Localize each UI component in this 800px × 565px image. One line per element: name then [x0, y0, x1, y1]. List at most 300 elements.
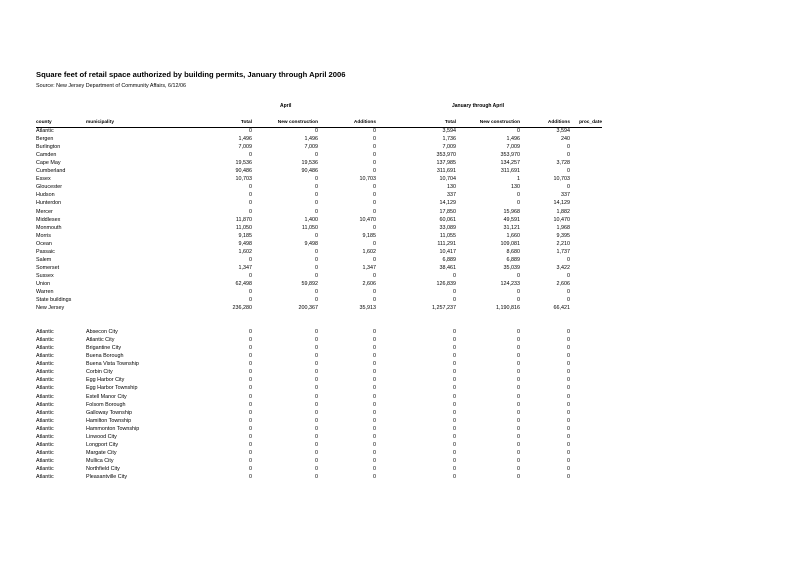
table-row [36, 376, 602, 384]
cell-april-additions: 0 [373, 433, 376, 440]
cell-proc-date [570, 167, 602, 175]
cell-april-total: 11,870 [235, 216, 252, 223]
cell-april-total: 0 [249, 329, 252, 336]
table-row [36, 191, 602, 199]
col-april-new-construction: New construction [277, 120, 318, 125]
cell-april-total: 0 [249, 393, 252, 400]
cell-april-new-construction: 0 [315, 152, 318, 159]
cell-municipality [86, 151, 186, 159]
cell-ytd-new-construction: 311,691 [500, 168, 520, 175]
cell-april-new-construction: 0 [315, 272, 318, 279]
cell-county: Somerset [36, 264, 60, 271]
cell-april-additions: 9,185 [362, 232, 376, 239]
table-row [36, 441, 602, 449]
cell-ytd-new-construction: 0 [517, 433, 520, 440]
cell-ytd-additions: 0 [567, 168, 570, 175]
cell-proc-date [570, 304, 602, 312]
cell-municipality: Egg Harbor Township [86, 385, 138, 392]
cell-ytd-total: 10,704 [439, 176, 456, 183]
cell-april-additions: 10,470 [359, 216, 376, 223]
cell-april-new-construction: 1,400 [304, 216, 318, 223]
cell-proc-date [570, 457, 602, 465]
col-april-total: Total [240, 120, 252, 125]
cell-april-new-construction: 0 [315, 385, 318, 392]
cell-april-total: 0 [249, 361, 252, 368]
table-row [36, 199, 602, 207]
cell-april-additions: 0 [373, 297, 376, 304]
cell-municipality: Hamilton Township [86, 417, 132, 424]
cell-ytd-total: 0 [453, 353, 456, 360]
table-row [36, 360, 602, 368]
cell-ytd-additions: 0 [567, 288, 570, 295]
cell-april-new-construction: 0 [315, 441, 318, 448]
cell-april-new-construction: 9,498 [304, 240, 318, 247]
cell-april-additions: 0 [373, 160, 376, 167]
table-row [36, 159, 602, 167]
table-row [36, 449, 602, 457]
cell-ytd-total: 353,970 [436, 152, 456, 159]
cell-municipality: Pleasantville City [86, 473, 128, 480]
cell-april-new-construction: 90,486 [301, 168, 318, 175]
cell-ytd-additions: 0 [567, 433, 570, 440]
cell-county: Atlantic [36, 329, 54, 336]
cell-ytd-additions: 0 [567, 425, 570, 432]
cell-proc-date [570, 191, 602, 199]
cell-ytd-new-construction: 0 [517, 409, 520, 416]
table-row [36, 280, 602, 288]
cell-municipality [86, 191, 186, 199]
cell-ytd-additions: 0 [567, 401, 570, 408]
cell-county: Atlantic [36, 409, 54, 416]
cell-ytd-additions: 0 [567, 409, 570, 416]
cell-ytd-additions: 240 [561, 136, 570, 143]
cell-april-additions: 0 [373, 425, 376, 432]
cell-ytd-new-construction: 0 [517, 192, 520, 199]
cell-municipality [86, 167, 186, 175]
cell-county: Mercer [36, 208, 53, 215]
cell-proc-date [570, 409, 602, 417]
cell-proc-date [570, 417, 602, 425]
cell-april-new-construction: 0 [315, 297, 318, 304]
cell-april-new-construction: 11,050 [301, 224, 318, 231]
cell-proc-date [570, 183, 602, 191]
cell-municipality [86, 296, 186, 304]
cell-april-additions: 0 [373, 345, 376, 352]
cell-ytd-total: 1,257,237 [432, 305, 456, 312]
col-ytd-total: Total [444, 120, 456, 125]
cell-county: Union [36, 280, 51, 287]
cell-ytd-total: 0 [453, 385, 456, 392]
cell-proc-date [570, 175, 602, 183]
cell-april-new-construction: 0 [315, 449, 318, 456]
cell-ytd-additions: 0 [567, 272, 570, 279]
cell-april-additions: 0 [373, 417, 376, 424]
cell-ytd-new-construction: 124,233 [500, 280, 520, 287]
cell-april-new-construction: 0 [315, 417, 318, 424]
cell-proc-date [570, 441, 602, 449]
cell-ytd-total: 0 [453, 401, 456, 408]
cell-april-additions: 0 [373, 385, 376, 392]
cell-april-new-construction: 0 [315, 377, 318, 384]
cell-proc-date [570, 376, 602, 384]
cell-ytd-additions: 0 [567, 417, 570, 424]
cell-proc-date [570, 127, 602, 135]
cell-april-total: 0 [249, 128, 252, 135]
table-row [36, 151, 602, 159]
cell-ytd-additions: 1,968 [556, 224, 570, 231]
cell-county: New Jersey [36, 305, 65, 312]
cell-april-additions: 0 [373, 465, 376, 472]
cell-april-total: 0 [249, 208, 252, 215]
cell-april-total: 0 [249, 433, 252, 440]
cell-municipality: Margate City [86, 449, 117, 456]
cell-municipality: Egg Harbor City [86, 377, 125, 384]
page-title: Square feet of retail space authorized by building permits, January through April 2006 [36, 70, 346, 79]
cell-ytd-additions: 0 [567, 353, 570, 360]
col-municipality: municipality [86, 120, 114, 125]
cell-county: Atlantic [36, 369, 54, 376]
cell-april-additions: 0 [373, 240, 376, 247]
cell-county: Atlantic [36, 385, 54, 392]
cell-april-additions: 0 [373, 369, 376, 376]
cell-april-new-construction: 1,496 [304, 136, 318, 143]
cell-ytd-total: 111,291 [437, 240, 456, 247]
cell-april-new-construction: 59,892 [301, 280, 318, 287]
cell-county: Atlantic [36, 449, 54, 456]
cell-april-new-construction: 0 [315, 248, 318, 255]
cell-ytd-additions: 0 [567, 377, 570, 384]
cell-april-new-construction: 0 [315, 256, 318, 263]
cell-county: Camden [36, 152, 57, 159]
table-row [36, 401, 602, 409]
cell-ytd-new-construction: 1,660 [506, 232, 520, 239]
cell-ytd-new-construction: 0 [517, 401, 520, 408]
cell-april-additions: 0 [373, 200, 376, 207]
cell-county: Atlantic [36, 441, 54, 448]
cell-ytd-new-construction: 0 [517, 297, 520, 304]
cell-municipality: Atlantic City [86, 337, 115, 344]
cell-ytd-new-construction: 0 [517, 272, 520, 279]
cell-ytd-additions: 0 [567, 152, 570, 159]
cell-april-additions: 35,913 [359, 305, 376, 312]
cell-ytd-new-construction: 1,496 [506, 136, 520, 143]
cell-april-new-construction: 0 [315, 232, 318, 239]
cell-ytd-total: 60,061 [439, 216, 456, 223]
cell-ytd-total: 11,055 [439, 232, 456, 239]
header-rule [36, 127, 602, 128]
cell-ytd-total: 17,850 [439, 208, 456, 215]
cell-april-additions: 2,606 [362, 280, 376, 287]
cell-april-new-construction: 0 [315, 192, 318, 199]
cell-ytd-additions: 66,421 [553, 305, 570, 312]
cell-april-additions: 0 [373, 224, 376, 231]
cell-april-additions: 1,347 [362, 264, 376, 271]
cell-proc-date [570, 199, 602, 207]
cell-april-new-construction: 0 [315, 345, 318, 352]
cell-proc-date [570, 256, 602, 264]
group-header-ytd: January through April [452, 103, 505, 109]
cell-ytd-total: 0 [453, 361, 456, 368]
cell-april-total: 0 [249, 385, 252, 392]
cell-proc-date [570, 328, 602, 336]
cell-municipality [86, 264, 186, 272]
cell-ytd-additions: 0 [567, 184, 570, 191]
cell-ytd-additions: 0 [567, 329, 570, 336]
cell-april-total: 0 [249, 200, 252, 207]
cell-april-total: 0 [249, 457, 252, 464]
cell-proc-date [570, 143, 602, 151]
cell-april-new-construction: 0 [315, 264, 318, 271]
cell-april-new-construction: 0 [315, 425, 318, 432]
cell-april-additions: 0 [373, 168, 376, 175]
cell-ytd-new-construction: 109,081 [500, 240, 520, 247]
table-row [36, 304, 602, 312]
cell-proc-date [570, 352, 602, 360]
cell-april-additions: 0 [373, 272, 376, 279]
table-row [36, 417, 602, 425]
cell-april-total: 0 [249, 256, 252, 263]
cell-april-total: 0 [249, 449, 252, 456]
cell-april-new-construction: 0 [315, 128, 318, 135]
cell-proc-date [570, 336, 602, 344]
cell-ytd-additions: 3,728 [556, 160, 570, 167]
cell-april-new-construction: 200,367 [298, 305, 318, 312]
cell-municipality [86, 280, 186, 288]
cell-ytd-total: 3,594 [442, 128, 456, 135]
cell-april-total: 0 [249, 337, 252, 344]
cell-april-new-construction: 0 [315, 337, 318, 344]
cell-ytd-total: 0 [453, 473, 456, 480]
cell-april-new-construction: 0 [315, 200, 318, 207]
cell-ytd-total: 0 [453, 433, 456, 440]
cell-ytd-new-construction: 7,009 [506, 144, 520, 151]
table-row [36, 272, 602, 280]
col-proc-date: proc_date [579, 120, 602, 125]
cell-ytd-total: 137,985 [436, 160, 456, 167]
col-ytd-additions: Additions [547, 120, 570, 125]
table-row [36, 264, 602, 272]
col-county: county [36, 120, 52, 125]
cell-april-total: 0 [249, 297, 252, 304]
cell-municipality: Hammonton Township [86, 425, 140, 432]
cell-proc-date [570, 393, 602, 401]
cell-april-additions: 0 [373, 441, 376, 448]
cell-april-new-construction: 0 [315, 208, 318, 215]
cell-april-total: 10,703 [235, 176, 252, 183]
cell-ytd-total: 0 [453, 377, 456, 384]
table-row [36, 135, 602, 143]
cell-ytd-additions: 337 [561, 192, 570, 199]
table-row [36, 296, 602, 304]
cell-municipality [86, 304, 186, 312]
cell-april-additions: 1,602 [362, 248, 376, 255]
cell-ytd-new-construction: 0 [517, 337, 520, 344]
cell-ytd-new-construction: 130 [511, 184, 520, 191]
cell-ytd-additions: 1,737 [556, 248, 570, 255]
cell-municipality: Folsom Borough [86, 401, 126, 408]
cell-april-total: 0 [249, 473, 252, 480]
cell-april-new-construction: 0 [315, 409, 318, 416]
cell-county: State buildings [36, 297, 72, 304]
cell-april-total: 0 [249, 425, 252, 432]
table-row [36, 248, 602, 256]
cell-april-total: 11,050 [235, 224, 252, 231]
cell-april-total: 1,496 [238, 136, 252, 143]
cell-proc-date [570, 384, 602, 392]
table-row [36, 336, 602, 344]
cell-ytd-new-construction: 0 [517, 465, 520, 472]
cell-proc-date [570, 151, 602, 159]
cell-ytd-additions: 0 [567, 441, 570, 448]
cell-april-new-construction: 0 [315, 353, 318, 360]
cell-municipality: Northfield City [86, 465, 120, 472]
cell-proc-date [570, 135, 602, 143]
cell-municipality [86, 143, 186, 151]
cell-ytd-new-construction: 1,190,816 [496, 305, 520, 312]
column-header-row [36, 119, 602, 127]
cell-municipality: Buena Borough [86, 353, 124, 360]
table-row [36, 328, 602, 336]
cell-municipality [86, 159, 186, 167]
cell-municipality: Mullica City [86, 457, 114, 464]
cell-ytd-new-construction: 0 [517, 425, 520, 432]
cell-april-total: 62,498 [235, 280, 252, 287]
cell-april-total: 1,347 [238, 264, 252, 271]
cell-ytd-new-construction: 35,039 [503, 264, 520, 271]
table-row [36, 473, 602, 481]
cell-april-total: 236,280 [232, 305, 252, 312]
cell-ytd-additions: 0 [567, 256, 570, 263]
cell-ytd-total: 0 [453, 417, 456, 424]
cell-april-total: 9,498 [238, 240, 252, 247]
cell-municipality [86, 224, 186, 232]
table-row [36, 216, 602, 224]
table-row [36, 457, 602, 465]
table-body [36, 127, 602, 481]
section-spacer [36, 312, 602, 328]
cell-municipality: Estell Manor City [86, 393, 127, 400]
cell-municipality [86, 256, 186, 264]
cell-april-additions: 0 [373, 144, 376, 151]
cell-april-additions: 0 [373, 393, 376, 400]
cell-ytd-additions: 0 [567, 337, 570, 344]
cell-april-total: 90,486 [235, 168, 252, 175]
cell-municipality [86, 183, 186, 191]
cell-county: Atlantic [36, 425, 54, 432]
cell-county: Hudson [36, 192, 55, 199]
cell-april-total: 0 [249, 465, 252, 472]
cell-april-total: 0 [249, 377, 252, 384]
table-row [36, 127, 602, 135]
table-row [36, 393, 602, 401]
cell-april-new-construction: 0 [315, 473, 318, 480]
cell-municipality [86, 248, 186, 256]
cell-april-total: 0 [249, 192, 252, 199]
cell-ytd-total: 0 [453, 272, 456, 279]
cell-april-new-construction: 0 [315, 176, 318, 183]
cell-county: Sussex [36, 272, 54, 279]
cell-ytd-total: 1,736 [442, 136, 456, 143]
cell-municipality [86, 288, 186, 296]
cell-ytd-new-construction: 15,968 [503, 208, 520, 215]
source-note: Source: New Jersey Department of Community Affairs, 6/12/06 [36, 83, 187, 89]
cell-april-additions: 0 [373, 449, 376, 456]
table-row [36, 368, 602, 376]
cell-ytd-additions: 0 [567, 449, 570, 456]
cell-ytd-new-construction: 0 [517, 473, 520, 480]
table-row [36, 232, 602, 240]
cell-proc-date [570, 272, 602, 280]
table-row [36, 240, 602, 248]
cell-april-additions: 0 [373, 192, 376, 199]
cell-proc-date [570, 425, 602, 433]
cell-april-additions: 0 [373, 401, 376, 408]
cell-april-total: 1,602 [238, 248, 252, 255]
cell-ytd-additions: 0 [567, 385, 570, 392]
cell-county: Ocean [36, 240, 52, 247]
table-row [36, 208, 602, 216]
cell-april-additions: 0 [373, 208, 376, 215]
cell-proc-date [570, 401, 602, 409]
cell-ytd-new-construction: 0 [517, 369, 520, 376]
cell-county: Monmouth [36, 224, 62, 231]
cell-proc-date [570, 288, 602, 296]
col-april-additions: Additions [353, 120, 376, 125]
cell-municipality [86, 175, 186, 183]
cell-municipality [86, 232, 186, 240]
cell-ytd-total: 0 [453, 441, 456, 448]
cell-ytd-additions: 0 [567, 457, 570, 464]
cell-proc-date [570, 224, 602, 232]
cell-april-total: 7,009 [238, 144, 252, 151]
cell-april-total: 0 [249, 272, 252, 279]
table-row [36, 465, 602, 473]
cell-ytd-new-construction: 0 [517, 449, 520, 456]
cell-proc-date [570, 360, 602, 368]
cell-ytd-new-construction: 31,121 [503, 224, 520, 231]
col-ytd-new-construction: New construction [479, 120, 520, 125]
cell-ytd-new-construction: 0 [517, 353, 520, 360]
cell-proc-date [570, 216, 602, 224]
cell-ytd-new-construction: 8,680 [506, 248, 520, 255]
cell-ytd-total: 33,089 [439, 224, 456, 231]
cell-proc-date [570, 264, 602, 272]
cell-ytd-total: 6,889 [442, 256, 456, 263]
table-row [36, 384, 602, 392]
cell-april-new-construction: 0 [315, 288, 318, 295]
table-row [36, 256, 602, 264]
cell-april-new-construction: 0 [315, 465, 318, 472]
cell-ytd-total: 0 [453, 457, 456, 464]
cell-april-additions: 0 [373, 353, 376, 360]
cell-april-new-construction: 0 [315, 457, 318, 464]
cell-april-new-construction: 0 [315, 184, 318, 191]
cell-april-additions: 0 [373, 152, 376, 159]
cell-ytd-total: 0 [453, 369, 456, 376]
cell-ytd-total: 38,461 [439, 264, 456, 271]
cell-ytd-total: 0 [453, 449, 456, 456]
cell-ytd-total: 337 [447, 192, 456, 199]
cell-april-total: 9,185 [238, 232, 252, 239]
cell-ytd-additions: 9,395 [556, 232, 570, 239]
cell-april-total: 0 [249, 401, 252, 408]
cell-ytd-additions: 0 [567, 144, 570, 151]
cell-april-total: 0 [249, 345, 252, 352]
cell-april-total: 0 [249, 184, 252, 191]
cell-ytd-new-construction: 0 [517, 345, 520, 352]
cell-ytd-additions: 2,210 [556, 240, 570, 247]
cell-april-additions: 0 [373, 128, 376, 135]
